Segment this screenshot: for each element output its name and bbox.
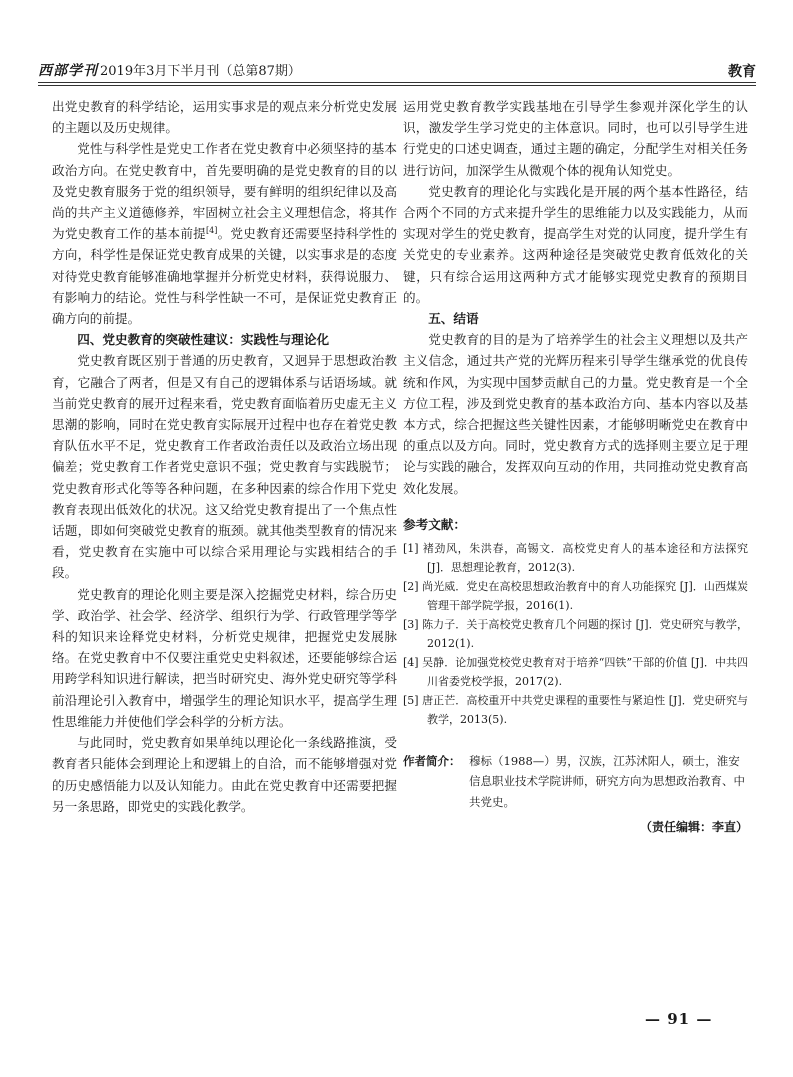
header-rule-thin [38,85,756,86]
paragraph: 党史教育的理论化与实践化是开展的两个基本性路径，结合两个不同的方式来提升学生的思维能力以及实践能力，从而实现对学生的党史教育，提高学生对党的认同度，提升学生有关党史的专业素养。这两种途径是突破党史教育低效化的关键，只有综合运用这两种方式才能够实现党史教育的预期目的。 [403,183,748,305]
page-number: — 91 — [645,1010,713,1028]
issue-info: 2019年3月下半月刊（总第87期） [100,64,301,79]
header-rule [38,82,756,83]
section-heading: 四、党史教育的突破性建议：实践性与理论化 [77,332,330,348]
reference-item: [2] 尚光威．党史在高校思想政治教育中的育人功能探究 [J]．山西煤炭管理干部学院学报，2016(1). [403,579,748,612]
paragraph-text: 党性与科学性是党史工作者在党史教育中必须坚持的基本政治方向。在党史教育中，首先要明确的是党史教育的目的以及党史教育服务于党的组织领导，要有鲜明的组织纪律以及高尚的共产主义道德修养，牢固树立社会主义理想信念，将其作为党史教育工作的基本前提 [52,141,397,242]
references-list [403,539,748,729]
left-column [52,96,397,817]
paragraph [52,138,397,329]
citation-ref: [4] [206,226,218,236]
paragraph: 运用党史教育教学实践基地在引导学生参观并深化学生的认识，激发学生学习党史的主体意识。同时，也可以引导学生进行党史的口述史调查，通过主题的确定，分配学生对相关任务进行访问，加深学生从微观个体的视角认知党史。 [403,99,748,178]
running-header [38,58,756,80]
author-label: 作者简介： [403,753,461,768]
right-column [403,96,748,835]
paragraph: 与此同时，党史教育如果单纯以理论化一条线路推演，受教育者只能体会到理论上和逻辑上的自洽，而不能够增强对党的历史感悟能力以及认知能力。由此在党史教育中还需要把握另一条思路，即党史的实践化教学。 [52,735,397,814]
editor-note: （责任编辑：李直） [639,820,748,835]
author-text: 穆标（1988—）男，汉族，江苏沭阳人，硕士，淮安信息职业技术学院讲师，研究方向为思想政治教育、中共党史。 [469,753,745,809]
reference-item: [1] 褚劲风，朱洪春，高锡文．高校党史育人的基本途径和方法探究 [J]．思想理论教育，2012(3). [403,541,748,574]
section-heading: 五、结语 [428,311,479,327]
author-bio [403,751,748,813]
paragraph: 党史教育的理论化则主要是深入挖掘党史材料，综合历史学、政治学、社会学、经济学、组织行为学、行政管理学等学科的知识来诠释党史材料，分析党史规律，把握党史发展脉络。在党史教育中不仅要注重党史史料叙述，还要能够综合运用跨学科知识进行解读，把当时研究史、海外党史研究等学科前沿理论引入教育中，增强学生的理论知识水平，提高学生理性思维能力并使他们学会科学的分析方法。 [52,586,397,729]
section-label: 教育 [728,64,756,80]
reference-item: [5] 唐正芒．高校重开中共党史课程的重要性与紧迫性 [J]．党史研究与教学，2013(5). [403,693,748,726]
header-left [38,60,301,80]
paragraph: 党史教育既区别于普通的历史教育，又迥异于思想政治教育，它融合了两者，但是又有自己的逻辑体系与话语场域。就当前党史教育的展开过程来看，党史教育面临着历史虚无主义思潮的影响，同时在党史教育实际展开过程中也存在着党史教育队伍水平不足，党史教育工作者政治责任以及政治立场出现偏差；党史教育工作者党史意识不强；党史教育与实践脱节；党史教育形式化等等各种问题，在多种因素的综合作用下党史教育表现出低效化的状况。这又给党史教育提出了一个焦点性话题，即如何突破党史教育的瓶颈。就其他类型教育的情况来看，党史教育在实施中可以综合采用理论与实践相结合的手段。 [52,353,397,581]
paragraph: 党史教育的目的是为了培养学生的社会主义理想以及共产主义信念，通过共产党的光辉历程来引导学生继承党的优良传统和作风，为实现中国梦贡献自己的力量。党史教育是一个全方位工程，涉及到党史教育的基本政治方向、基本内容以及基本方式，综合把握这些关键性因素，才能够明晰党史在教育中的重点以及方向。同时，党史教育方式的选择则主要立足于理论与实践的融合，发挥双向互动的作用，共同推动党史教育高效化发展。 [403,332,748,496]
paragraph: 出党史教育的科学结论，运用实事求是的观点来分析党史发展的主题以及历史规律。 [52,99,397,136]
paragraph-text: 。党史教育还需要坚持科学性的方向，科学性是保证党史教育成果的关键，以实事求是的态度对待党史教育能够准确地掌握并分析党史材料，获得说服力、有影响力的结论。党性与科学性缺一不可，是保证党史教育正确方向的前提。 [52,226,398,327]
journal-logo: 西部学刊 [38,63,98,79]
references-heading: 参考文献： [403,516,466,532]
reference-item: [4] 吴静．论加强党校党史教育对于培养“四铁”干部的价值 [J]．中共四川省委党校学报，2017(2). [403,655,748,688]
reference-item: [3] 陈力子．关于高校党史教育几个问题的探讨 [J]．党史研究与教学，2012(1). [403,617,748,650]
